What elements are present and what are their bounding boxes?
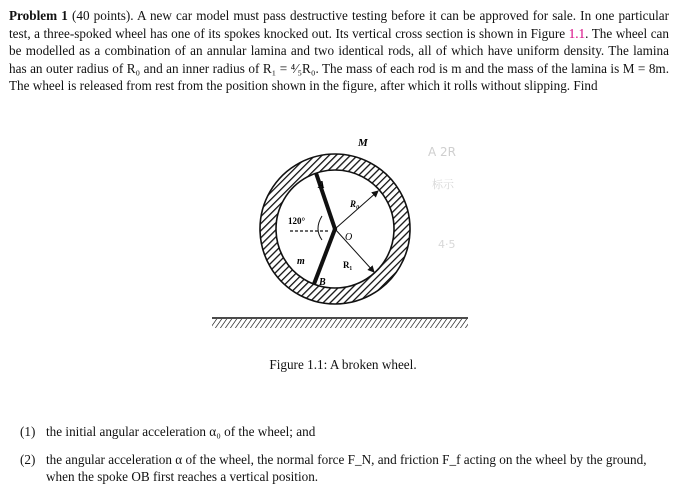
- problem-statement: [9, 7, 669, 95]
- question-item: [20, 451, 668, 485]
- question-text: the angular acceleration α of the wheel, the normal force F_N, and friction F_f acting on the wheel by the ground, when the spoke OB first reaches a vertical position.: [46, 452, 647, 484]
- label-R1: R₁: [343, 260, 353, 270]
- radius-R1-arrow: [335, 229, 374, 272]
- label-A: A: [318, 180, 325, 191]
- svg-text:A 2R: A 2R: [428, 145, 456, 159]
- figure-reference-link[interactable]: 1.1: [568, 25, 586, 41]
- label-M: M: [358, 137, 368, 149]
- question-number: (2): [20, 452, 36, 467]
- label-B: B: [319, 277, 326, 288]
- wheel-diagram: [200, 128, 480, 338]
- radius-R0-arrow: [335, 191, 378, 229]
- question-item: [20, 423, 668, 440]
- figure-caption: Figure 1.1: A broken wheel.: [269, 357, 417, 372]
- svg-text:标示: 标示: [432, 178, 454, 191]
- problem-text-2: . The wheel can be modelled as a combination of an annular lamina and two identical rods, all of which have uniform density. The lamina has an outer radius of R₀ and an inner radius of R₁ = ⁴⁄₅R₀. The mass of each rod is m and the mass of the lamina is M = 8m. The wheel is released from rest from the position shown in the figure, after which it rolls without slipping. Find: [9, 25, 670, 94]
- question-text: the initial angular acceleration α₀ of the wheel; and: [46, 424, 316, 439]
- label-angle: 120°: [288, 216, 306, 226]
- broken-wheel-figure: [200, 128, 480, 338]
- label-R0: R₀: [350, 199, 360, 209]
- label-m: m: [297, 256, 305, 267]
- svg-text:4·5: 4·5: [438, 238, 456, 251]
- problem-text-1: A new car model must pass destructive testing before it can be approved for sale. In one particular test, a three-spoked wheel has one of its spokes knocked out. Its vertical cross section is shown in Figure: [9, 8, 669, 41]
- label-O: O: [345, 232, 353, 243]
- rod-OB: [314, 229, 335, 284]
- problem-label: Problem 1: [9, 8, 68, 23]
- question-number: (1): [20, 424, 36, 439]
- problem-points: (40 points).: [71, 8, 134, 23]
- question-list: [20, 423, 668, 496]
